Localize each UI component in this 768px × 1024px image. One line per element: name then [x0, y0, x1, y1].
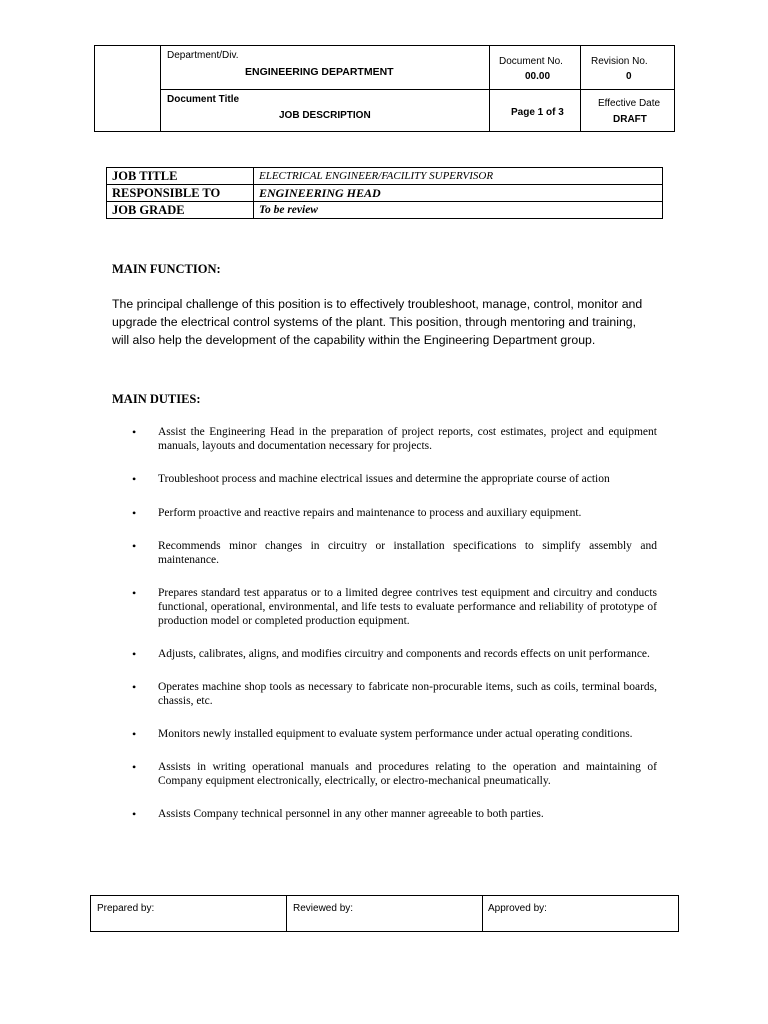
bullet-icon: •: [132, 760, 137, 774]
document-number-value: 00.00: [525, 71, 551, 82]
revision-number-value: 0: [626, 71, 632, 82]
paragraph-line: will also help the development of the capability within the Engineering Department group.: [112, 333, 596, 347]
effective-date-label: Effective Date: [598, 98, 661, 109]
bullet-icon: •: [132, 539, 137, 553]
list-item: [112, 727, 657, 741]
reviewed-by-label: Reviewed by:: [293, 903, 354, 914]
divider: [482, 896, 483, 931]
bullet-icon: •: [132, 727, 137, 741]
prepared-by-label: Prepared by:: [97, 903, 155, 914]
divider: [286, 896, 287, 931]
duty-text: Assists in writing operational manuals and procedures relating to the operation and maintaining of Company equipment electronically, electrically, or electro-mechanical pneumatically.: [158, 761, 657, 787]
department-value: ENGINEERING DEPARTMENT: [245, 66, 394, 78]
document-header: [94, 45, 675, 132]
page-info: Page 1 of 3: [511, 107, 564, 118]
table-row: [107, 202, 663, 219]
responsible-to-label: RESPONSIBLE TO: [107, 185, 254, 202]
bullet-icon: •: [132, 680, 137, 694]
main-function-heading: MAIN FUNCTION:: [112, 262, 221, 276]
department-label: Department/Div.: [167, 50, 239, 61]
list-item: [112, 680, 657, 708]
document-title-value: JOB DESCRIPTION: [279, 110, 371, 121]
job-title-label: JOB TITLE: [107, 168, 254, 185]
duty-text: Perform proactive and reactive repairs and maintenance to process and auxiliary equipment.: [158, 507, 582, 519]
list-item: [112, 647, 657, 661]
list-item: [112, 586, 657, 628]
main-function-paragraph: [112, 295, 657, 349]
duty-text: Adjusts, calibrates, aligns, and modifies circuitry and components and records effects on unit performance.: [158, 648, 650, 660]
duty-text: Prepares standard test apparatus or to a limited degree contrives test equipment and circuitry and conducts functional, operational, environmental, and life tests to evaluate performance and reliability of prototype of production model or completed production equipment.: [158, 587, 657, 627]
table-row: [107, 168, 663, 185]
job-title-value: ELECTRICAL ENGINEER/FACILITY SUPERVISOR: [254, 168, 663, 185]
bullet-icon: •: [132, 807, 137, 821]
duty-text: Assist the Engineering Head in the preparation of project reports, cost estimates, project and equipment manuals, layouts and documentation necessary for projects.: [158, 426, 657, 452]
duty-text: Recommends minor changes in circuitry or installation specifications to simplify assembly and maintenance.: [158, 540, 657, 566]
responsible-to-value: ENGINEERING HEAD: [254, 185, 663, 202]
paragraph-line: upgrade the electrical control systems of the plant. This position, through mentoring and training,: [112, 315, 637, 329]
table-row: [107, 185, 663, 202]
main-duties-heading: MAIN DUTIES:: [112, 392, 201, 406]
duties-list: [112, 425, 657, 821]
bullet-icon: •: [132, 425, 137, 439]
duty-text: Assists Company technical personnel in any other manner agreeable to both parties.: [158, 808, 544, 820]
list-item: [112, 539, 657, 567]
signoff-table: [90, 895, 679, 932]
list-item: [112, 425, 657, 453]
divider: [161, 89, 674, 90]
bullet-icon: •: [132, 472, 137, 486]
bullet-icon: •: [132, 506, 137, 520]
logo-cell: [95, 46, 161, 131]
approved-by-label: Approved by:: [488, 903, 547, 914]
document-number-label: Document No.: [499, 56, 563, 67]
paragraph-line: The principal challenge of this position is to effectively troubleshoot, manage, control, monitor and: [112, 297, 643, 311]
list-item: [112, 472, 657, 486]
list-item: [112, 807, 657, 821]
list-item: [112, 760, 657, 788]
job-grade-label: JOB GRADE: [107, 202, 254, 219]
effective-date-value: DRAFT: [613, 114, 647, 125]
duty-text: Troubleshoot process and machine electrical issues and determine the appropriate course of action: [158, 473, 610, 485]
bullet-icon: •: [132, 647, 137, 661]
job-grade-value: To be review: [254, 202, 663, 219]
bullet-icon: •: [132, 586, 137, 600]
duty-text: Monitors newly installed equipment to evaluate system performance under actual operating conditions.: [158, 728, 633, 740]
duty-text: Operates machine shop tools as necessary to fabricate non-procurable items, such as coils, terminal boards, chassis, etc.: [158, 681, 657, 707]
job-info-table: [106, 167, 663, 219]
document-title-label: Document Title: [167, 94, 240, 105]
revision-number-label: Revision No.: [591, 56, 648, 67]
list-item: [112, 506, 657, 520]
